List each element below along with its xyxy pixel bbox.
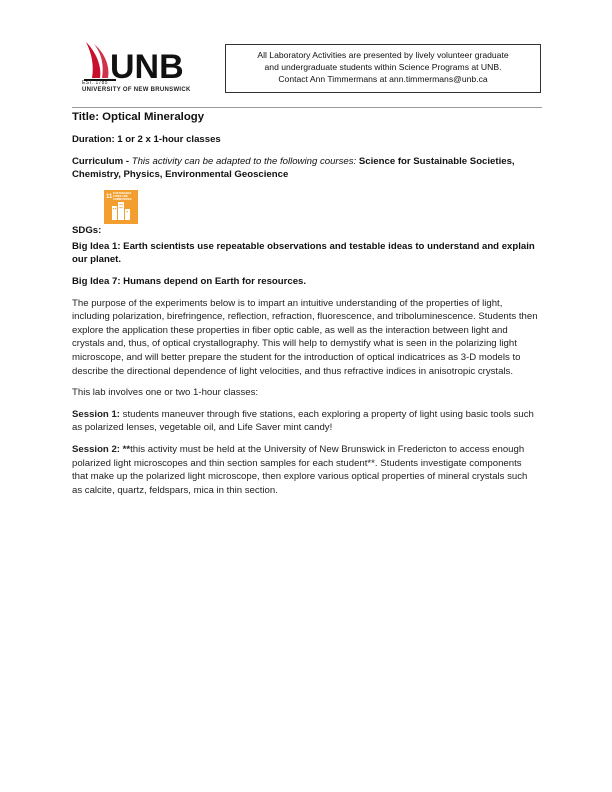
unb-wordmark: UNB	[110, 48, 184, 86]
session-1-text: students maneuver through five stations, each exploring a property of light using basic tools such as polarized lenses, vegetable oil, and Life Saver mint candy!	[72, 408, 534, 434]
logo-established: EST. 1785	[82, 80, 108, 86]
volunteer-notice-box	[225, 44, 541, 93]
big-idea-7: Big Idea 7: Humans depend on Earth for resources.	[72, 275, 307, 287]
lab-intro: This lab involves one or two 1-hour classes:	[72, 387, 259, 399]
purpose-paragraph: The purpose of the experiments below is to impart an intuitive understanding of the properties of light, including polarization, birefringence, reflection, refraction, fluorescence, and triboluminescence. Students then explore the application these properties in fiber optic cable, as well as the interaction between light and crystals and, thus, of optical crystallography. This will help to demystify what is seen in the polarizing light microscope, and will better prepare the student for the introduction of optical indicatrices as 3-D models to describe the directional dependence of light velocities, and thus refractive indices in anisotropic crystals.	[72, 297, 538, 377]
curriculum-intro: This activity can be adapted to the following courses:	[131, 155, 359, 167]
header-divider	[72, 107, 542, 108]
sdg-number: 11	[106, 193, 113, 200]
notice-line: All Laboratory Activities are presented by lively volunteer graduate	[257, 50, 509, 60]
logo-subtitle	[82, 80, 232, 94]
session-2-text: this activity must be held at the University of New Brunswick in Fredericton to access enough polarized light microscopes and thin section samples for each student**. Students investigate components that make up the polarized light microscope, then explore various optical properties of mineral crystals such as calcite, quartz, feldspars, mica in thin section.	[72, 443, 528, 496]
sdgs-label: SDGs:	[72, 224, 102, 236]
session-1	[72, 408, 540, 435]
logo-university-name: UNIVERSITY OF NEW BRUNSWICK	[82, 87, 191, 93]
sdg-title: SUSTAINABLE CITIES AND COMMUNITIES	[113, 191, 132, 201]
session-2	[72, 443, 540, 497]
curriculum-label: Curriculum -	[72, 155, 132, 167]
city-buildings-icon	[104, 190, 138, 224]
document-body	[72, 110, 540, 505]
session-2-label: Session 2:	[72, 443, 120, 455]
duration: Duration: 1 or 2 x 1-hour classes	[72, 134, 221, 145]
notice-line: and undergraduate students within Science Programs at UNB.	[264, 62, 502, 72]
curriculum	[72, 155, 540, 182]
notice-line-contact: Contact Ann Timmermans at ann.timmermans@unb.ca	[278, 74, 488, 84]
curriculum-courses: Science for Sustainable Societies, Chemistry, Physics, Environmental Geoscience	[72, 155, 515, 181]
sdg-11-icon	[104, 190, 138, 224]
big-idea-1: Big Idea 1: Earth scientists use repeatable observations and testable ideas to understand and explain our planet.	[72, 240, 535, 266]
document-title: Title: Optical Mineralogy	[72, 111, 205, 123]
session-1-label: Session 1:	[72, 408, 120, 420]
session-2-emphasis: **	[120, 443, 131, 455]
sdgs-row	[72, 190, 540, 234]
